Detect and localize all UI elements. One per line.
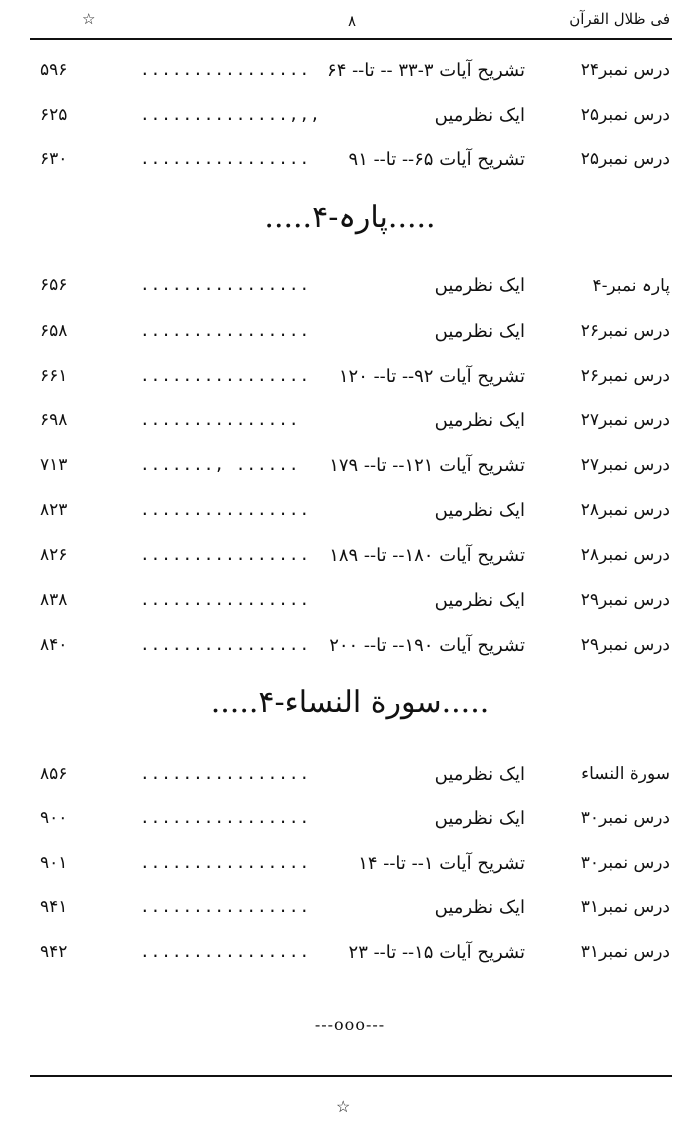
page-ref: ۸۲۶	[40, 545, 68, 565]
dot-leader: ................	[140, 545, 311, 564]
dot-leader: ................	[140, 60, 311, 79]
toc-row	[30, 366, 670, 396]
page-ref: ۹۰۱	[40, 853, 68, 873]
page-ref: ۶۳۰	[40, 149, 68, 169]
dot-leader: ................	[140, 275, 311, 294]
header-star-icon: ☆	[82, 10, 96, 28]
page-ref: ۸۴۰	[40, 635, 68, 655]
footer-rule	[30, 1075, 672, 1077]
lesson-description: ایک نظرمیں	[434, 410, 525, 431]
lesson-description: تشریح آیات ۱۵-- تا-- ۲۳	[348, 942, 525, 963]
lesson-description: ایک نظرمیں	[434, 500, 525, 521]
lesson-description: تشریح آیات ۶۵-- تا-- ۹۱	[348, 149, 525, 170]
dot-leader: ................	[140, 149, 311, 168]
dot-leader: ................	[140, 500, 311, 519]
page-ref: ۹۴۱	[40, 897, 68, 917]
dot-leader: ..............,,,	[140, 105, 321, 124]
toc-row	[30, 545, 670, 575]
dot-leader: ................	[140, 764, 311, 783]
dot-leader: ................	[140, 853, 311, 872]
lesson-label: درس نمبر۲۹	[580, 590, 670, 610]
toc-row	[30, 105, 670, 135]
toc-row	[30, 455, 670, 485]
toc-row	[30, 942, 670, 972]
lesson-description: تشریح آیات ۳-۳۳ -- تا-- ۶۴	[327, 60, 525, 81]
toc-row	[30, 410, 670, 440]
page-number: ۸	[348, 12, 357, 30]
page-ref: ۶۵۶	[40, 275, 68, 295]
lesson-label: پارہ نمبر-۴	[592, 276, 670, 296]
toc-row	[30, 321, 670, 351]
lesson-label: درس نمبر۲۷	[580, 410, 670, 430]
toc-row	[30, 635, 670, 665]
lesson-label: درس نمبر۲۴	[580, 60, 670, 80]
header-rule	[30, 38, 672, 40]
toc-row	[30, 275, 670, 305]
lesson-description: تشریح آیات ۱-- تا-- ۱۴	[358, 853, 525, 874]
lesson-label: درس نمبر۲۵	[580, 105, 670, 125]
page-ref: ۸۵۶	[40, 764, 68, 784]
dot-leader: ................	[140, 590, 311, 609]
page-ref: ۹۴۲	[40, 942, 68, 962]
lesson-description: ایک نظرمیں	[434, 275, 525, 296]
page-ref: ۶۶۱	[40, 366, 68, 386]
lesson-description: تشریح آیات ۱۲۱-- تا-- ۱۷۹	[329, 455, 525, 476]
page-ref: ۶۹۸	[40, 410, 68, 430]
page-ref: ۸۳۸	[40, 590, 68, 610]
lesson-description: تشریح آیات ۱۹۰-- تا-- ۲۰۰	[329, 635, 525, 656]
page-ref: ۶۵۸	[40, 321, 68, 341]
lesson-label: درس نمبر۲۸	[580, 545, 670, 565]
lesson-description: ایک نظرمیں	[434, 321, 525, 342]
lesson-description: ایک نظرمیں	[434, 105, 525, 126]
lesson-label: درس نمبر۳۰	[580, 853, 670, 873]
page-header	[30, 8, 670, 38]
lesson-label: درس نمبر۳۱	[580, 942, 670, 962]
page-ref: ۶۲۵	[40, 105, 68, 125]
running-title: فی ظلال القرآن	[569, 10, 670, 28]
section-heading-surah: .....سورة النساء-۴.....	[210, 685, 490, 720]
dot-leader: ................	[140, 321, 311, 340]
toc-row	[30, 500, 670, 530]
lesson-label: درس نمبر۲۸	[580, 500, 670, 520]
toc-row	[30, 853, 670, 883]
dot-leader: ................	[140, 366, 311, 385]
page-ref: ۷۱۳	[40, 455, 68, 475]
footer-star-icon: ☆	[336, 1097, 351, 1116]
lesson-description: ایک نظرمیں	[434, 808, 525, 829]
lesson-label: درس نمبر۲۷	[580, 455, 670, 475]
toc-row	[30, 764, 670, 794]
dot-leader: ......., ......	[140, 455, 300, 474]
lesson-label: درس نمبر۲۶	[580, 321, 670, 341]
lesson-description: ایک نظرمیں	[434, 590, 525, 611]
lesson-description: تشریح آیات ۱۸۰-- تا-- ۱۸۹	[329, 545, 525, 566]
dot-leader: ................	[140, 808, 311, 827]
lesson-label: درس نمبر۲۹	[580, 635, 670, 655]
lesson-description: تشریح آیات ۹۲-- تا-- ۱۲۰	[338, 366, 525, 387]
dot-leader: ................	[140, 635, 311, 654]
page-ref: ۹۰۰	[40, 808, 68, 828]
dot-leader: ................	[140, 942, 311, 961]
lesson-label: درس نمبر۲۵	[580, 149, 670, 169]
page-ref: ۸۲۳	[40, 500, 68, 520]
toc-row	[30, 590, 670, 620]
toc-row	[30, 897, 670, 927]
toc-row	[30, 149, 670, 179]
lesson-label: درس نمبر۲۶	[580, 366, 670, 386]
section-heading-para: .....پارہ-۴.....	[264, 200, 436, 235]
page-ref: ۵۹۶	[40, 60, 68, 80]
toc-row	[30, 60, 670, 90]
dot-leader: ...............	[140, 410, 300, 429]
toc-row	[30, 808, 670, 838]
lesson-description: ایک نظرمیں	[434, 897, 525, 918]
lesson-description: ایک نظرمیں	[434, 764, 525, 785]
dot-leader: ................	[140, 897, 311, 916]
lesson-label: درس نمبر۳۰	[580, 808, 670, 828]
lesson-label: سورة النساء	[581, 764, 670, 784]
end-ornament: ---ооо---	[314, 1015, 386, 1034]
lesson-label: درس نمبر۳۱	[580, 897, 670, 917]
